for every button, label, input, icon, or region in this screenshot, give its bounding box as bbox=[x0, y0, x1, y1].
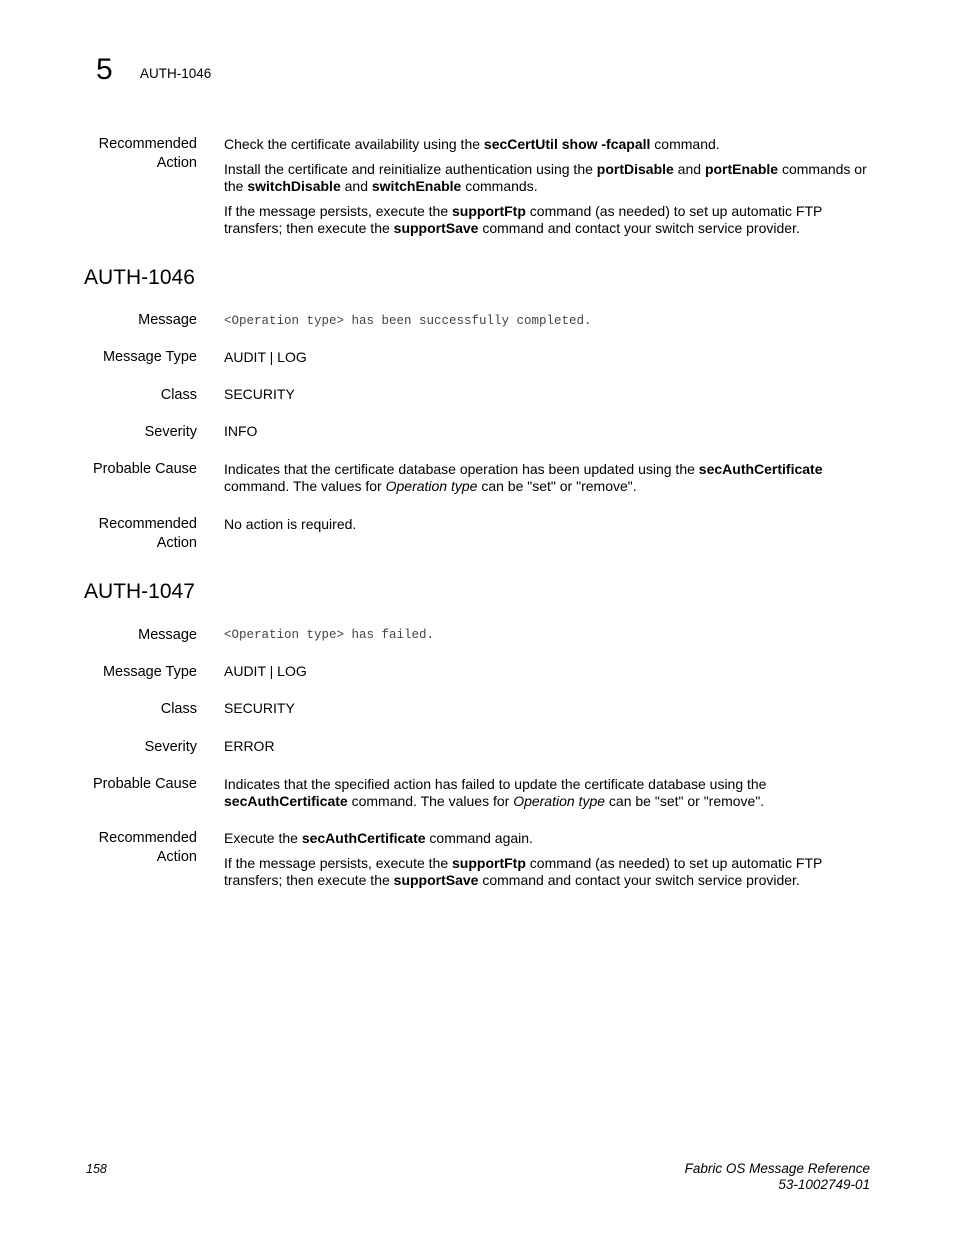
severity-value: ERROR bbox=[224, 738, 275, 754]
class-value: SECURITY bbox=[224, 700, 295, 716]
recommended-action-label: Recommended Action bbox=[98, 136, 197, 171]
action-paragraph-2: If the message persists, execute the supportFtp command (as needed) to set up automatic FTP transfers; then execute the supportSave command and contact your switch service provider. bbox=[224, 855, 823, 888]
recommended-action-label: Recommended Action bbox=[98, 516, 197, 551]
action-paragraph-1: Check the certificate availability using the secCertUtil show -fcapall command. bbox=[224, 136, 720, 152]
probable-cause-value: Indicates that the certificate database operation has been updated using the secAuthCertificate command. The values for Operation type can be "set" or "remove". bbox=[224, 461, 823, 494]
section-heading-auth-1047: AUTH-1047 bbox=[84, 580, 195, 603]
class-label: Class bbox=[160, 387, 197, 403]
class-label: Class bbox=[160, 701, 197, 717]
message-value: <Operation type> has been successfully completed. bbox=[224, 314, 592, 328]
doc-title: Fabric OS Message Reference bbox=[684, 1161, 870, 1176]
severity-value: INFO bbox=[224, 423, 258, 439]
message-type-value: AUDIT | LOG bbox=[224, 663, 307, 679]
recommended-action-text bbox=[224, 136, 874, 245]
message-label: Message bbox=[138, 312, 197, 328]
page-number: 158 bbox=[86, 1162, 107, 1176]
probable-cause-label: Probable Cause bbox=[93, 461, 197, 477]
probable-cause-value: Indicates that the specified action has failed to update the certificate database using the secAuthCertificate command. The values for Operation type can be "set" or "remove". bbox=[224, 776, 767, 809]
doc-number: 53-1002749-01 bbox=[778, 1177, 870, 1192]
message-type-label: Message Type bbox=[102, 664, 197, 680]
message-value: <Operation type> has failed. bbox=[224, 628, 435, 642]
message-type-label: Message Type bbox=[102, 349, 197, 365]
section-heading-auth-1046: AUTH-1046 bbox=[84, 266, 195, 289]
class-value: SECURITY bbox=[224, 386, 295, 402]
footer-doc-info bbox=[685, 1161, 870, 1193]
action-paragraph-3: If the message persists, execute the supportFtp command (as needed) to set up automatic FTP transfers; then execute the supportSave command and contact your switch service provider. bbox=[224, 203, 823, 236]
action-paragraph-1: Execute the secAuthCertificate command again. bbox=[224, 830, 533, 846]
running-title: AUTH-1046 bbox=[140, 66, 212, 81]
chapter-number: 5 bbox=[96, 53, 113, 86]
severity-label: Severity bbox=[144, 424, 197, 440]
recommended-action-value bbox=[224, 830, 874, 897]
action-paragraph-2: Install the certificate and reinitialize authentication using the portDisable and portEnable commands or the switchDisable and switchEnable commands. bbox=[224, 161, 867, 194]
recommended-action-label: Recommended Action bbox=[98, 830, 197, 865]
message-type-value: AUDIT | LOG bbox=[224, 349, 307, 365]
severity-label: Severity bbox=[144, 739, 197, 755]
message-label: Message bbox=[138, 627, 197, 643]
probable-cause-label: Probable Cause bbox=[93, 776, 197, 792]
recommended-action-value: No action is required. bbox=[224, 516, 357, 532]
